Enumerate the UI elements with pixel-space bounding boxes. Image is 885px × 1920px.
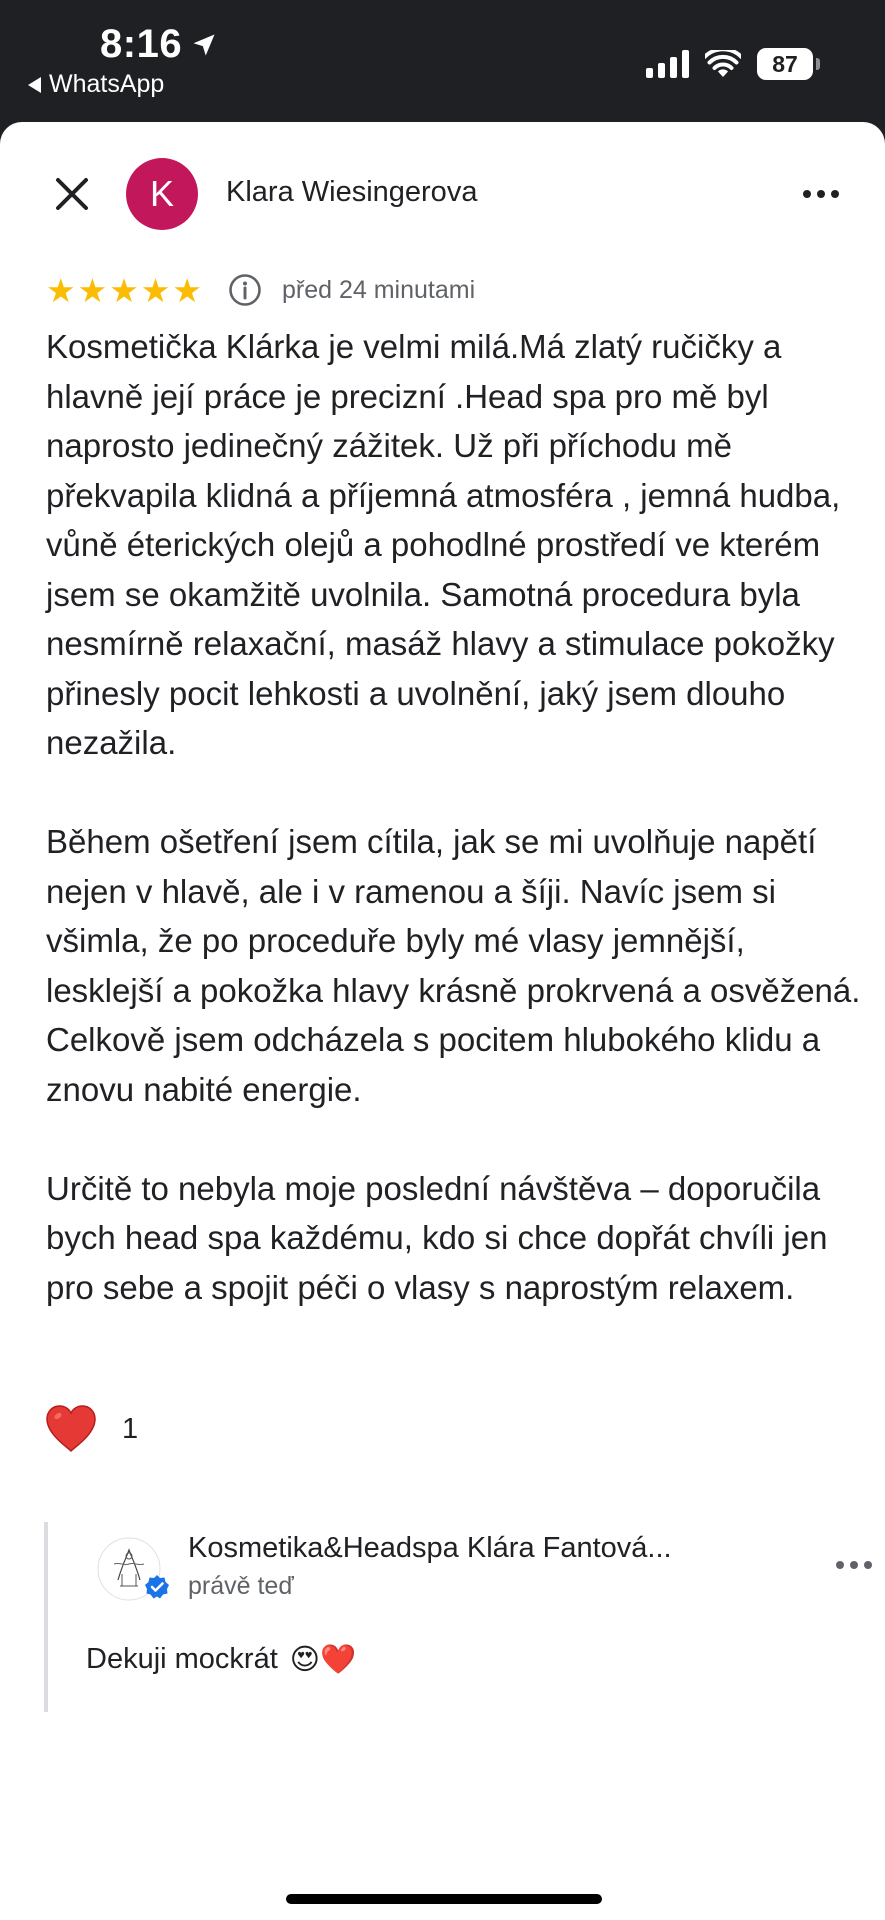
review-paragraph: Určitě to nebyla moje poslední návštěva – doporučila bych head spa každému, kdo si chce dopřát chvíli jen pro sebe a spojit péči o vlasy s naprostým relaxem.: [46, 1169, 828, 1306]
location-arrow-icon: [190, 31, 218, 59]
back-caret-icon: [28, 77, 41, 93]
rating-row: [46, 268, 475, 312]
reply-more-options-button[interactable]: [824, 1550, 884, 1580]
owner-reply: [44, 1522, 844, 1712]
star-icon: ★: [109, 271, 139, 309]
status-time: 8:16: [100, 22, 218, 67]
reply-emojis: 😍❤️: [289, 1642, 357, 1676]
reply-message: Dekuji mockrát: [86, 1643, 278, 1675]
info-icon[interactable]: [228, 273, 262, 307]
more-options-button[interactable]: [791, 176, 851, 212]
battery-nub: [816, 58, 820, 70]
reviewer-name[interactable]: Klara Wiesingerova: [226, 176, 478, 208]
review-sheet: [0, 122, 885, 1920]
owner-name[interactable]: Kosmetika&Headspa Klára Fantová...: [188, 1532, 672, 1564]
review-paragraph: Kosmetička Klárka je velmi milá.Má zlatý ručičky a hlavně její práce je precizní .Head spa pro mě byl naprosto jedinečný zážitek. Už při příchodu mě překvapila klidná a příjemná atmosféra , jemná hudba, vůně éterických olejů a pohodlné prostředí ve kterém jsem se okamžitě uvolnila. Samotná procedura byla nesmírně relaxační, masáž hlavy a stimulace pokožky přinesly pocit lehkosti a uvolnění, jaký jsem dlouho nezažila.: [46, 328, 841, 761]
star-icon: ★: [140, 271, 171, 309]
battery-indicator: 87: [757, 48, 813, 80]
close-icon: [55, 177, 89, 211]
wifi-icon: [705, 50, 741, 78]
close-button[interactable]: [48, 170, 96, 218]
review-time: před 24 minutami: [281, 275, 476, 304]
reaction-count: 1: [122, 1412, 139, 1445]
review-paragraph: Během ošetření jsem cítila, jak se mi uvolňuje napětí nejen v hlavě, ale i v ramenou a šíji. Navíc jsem si všimla, že po proceduře byly mé vlasy jemnější, lesklejší a pokožka hlavy krásně prokrvená a osvěžená. Celkově jsem odcházela s pocitem hlubokého klidu a znovu nabité energie.: [46, 823, 861, 1108]
back-to-app-link[interactable]: WhatsApp: [28, 70, 164, 99]
star-icon: ★: [172, 271, 202, 309]
status-bar: [0, 0, 885, 122]
reaction-button[interactable]: [44, 1404, 138, 1454]
heart-icon: [44, 1404, 98, 1454]
review-body: [46, 322, 861, 1362]
reply-text: [86, 1642, 356, 1677]
status-indicators: [646, 48, 813, 80]
star-rating: [46, 271, 202, 309]
cellular-signal-icon: [646, 50, 689, 78]
reviewer-avatar[interactable]: K: [126, 158, 198, 230]
verified-badge-icon: [144, 1574, 170, 1600]
star-icon: ★: [77, 271, 108, 309]
reply-time: právě teď: [188, 1572, 294, 1600]
home-indicator[interactable]: [286, 1894, 602, 1904]
star-icon: ★: [46, 271, 76, 309]
review-header: [0, 122, 885, 252]
